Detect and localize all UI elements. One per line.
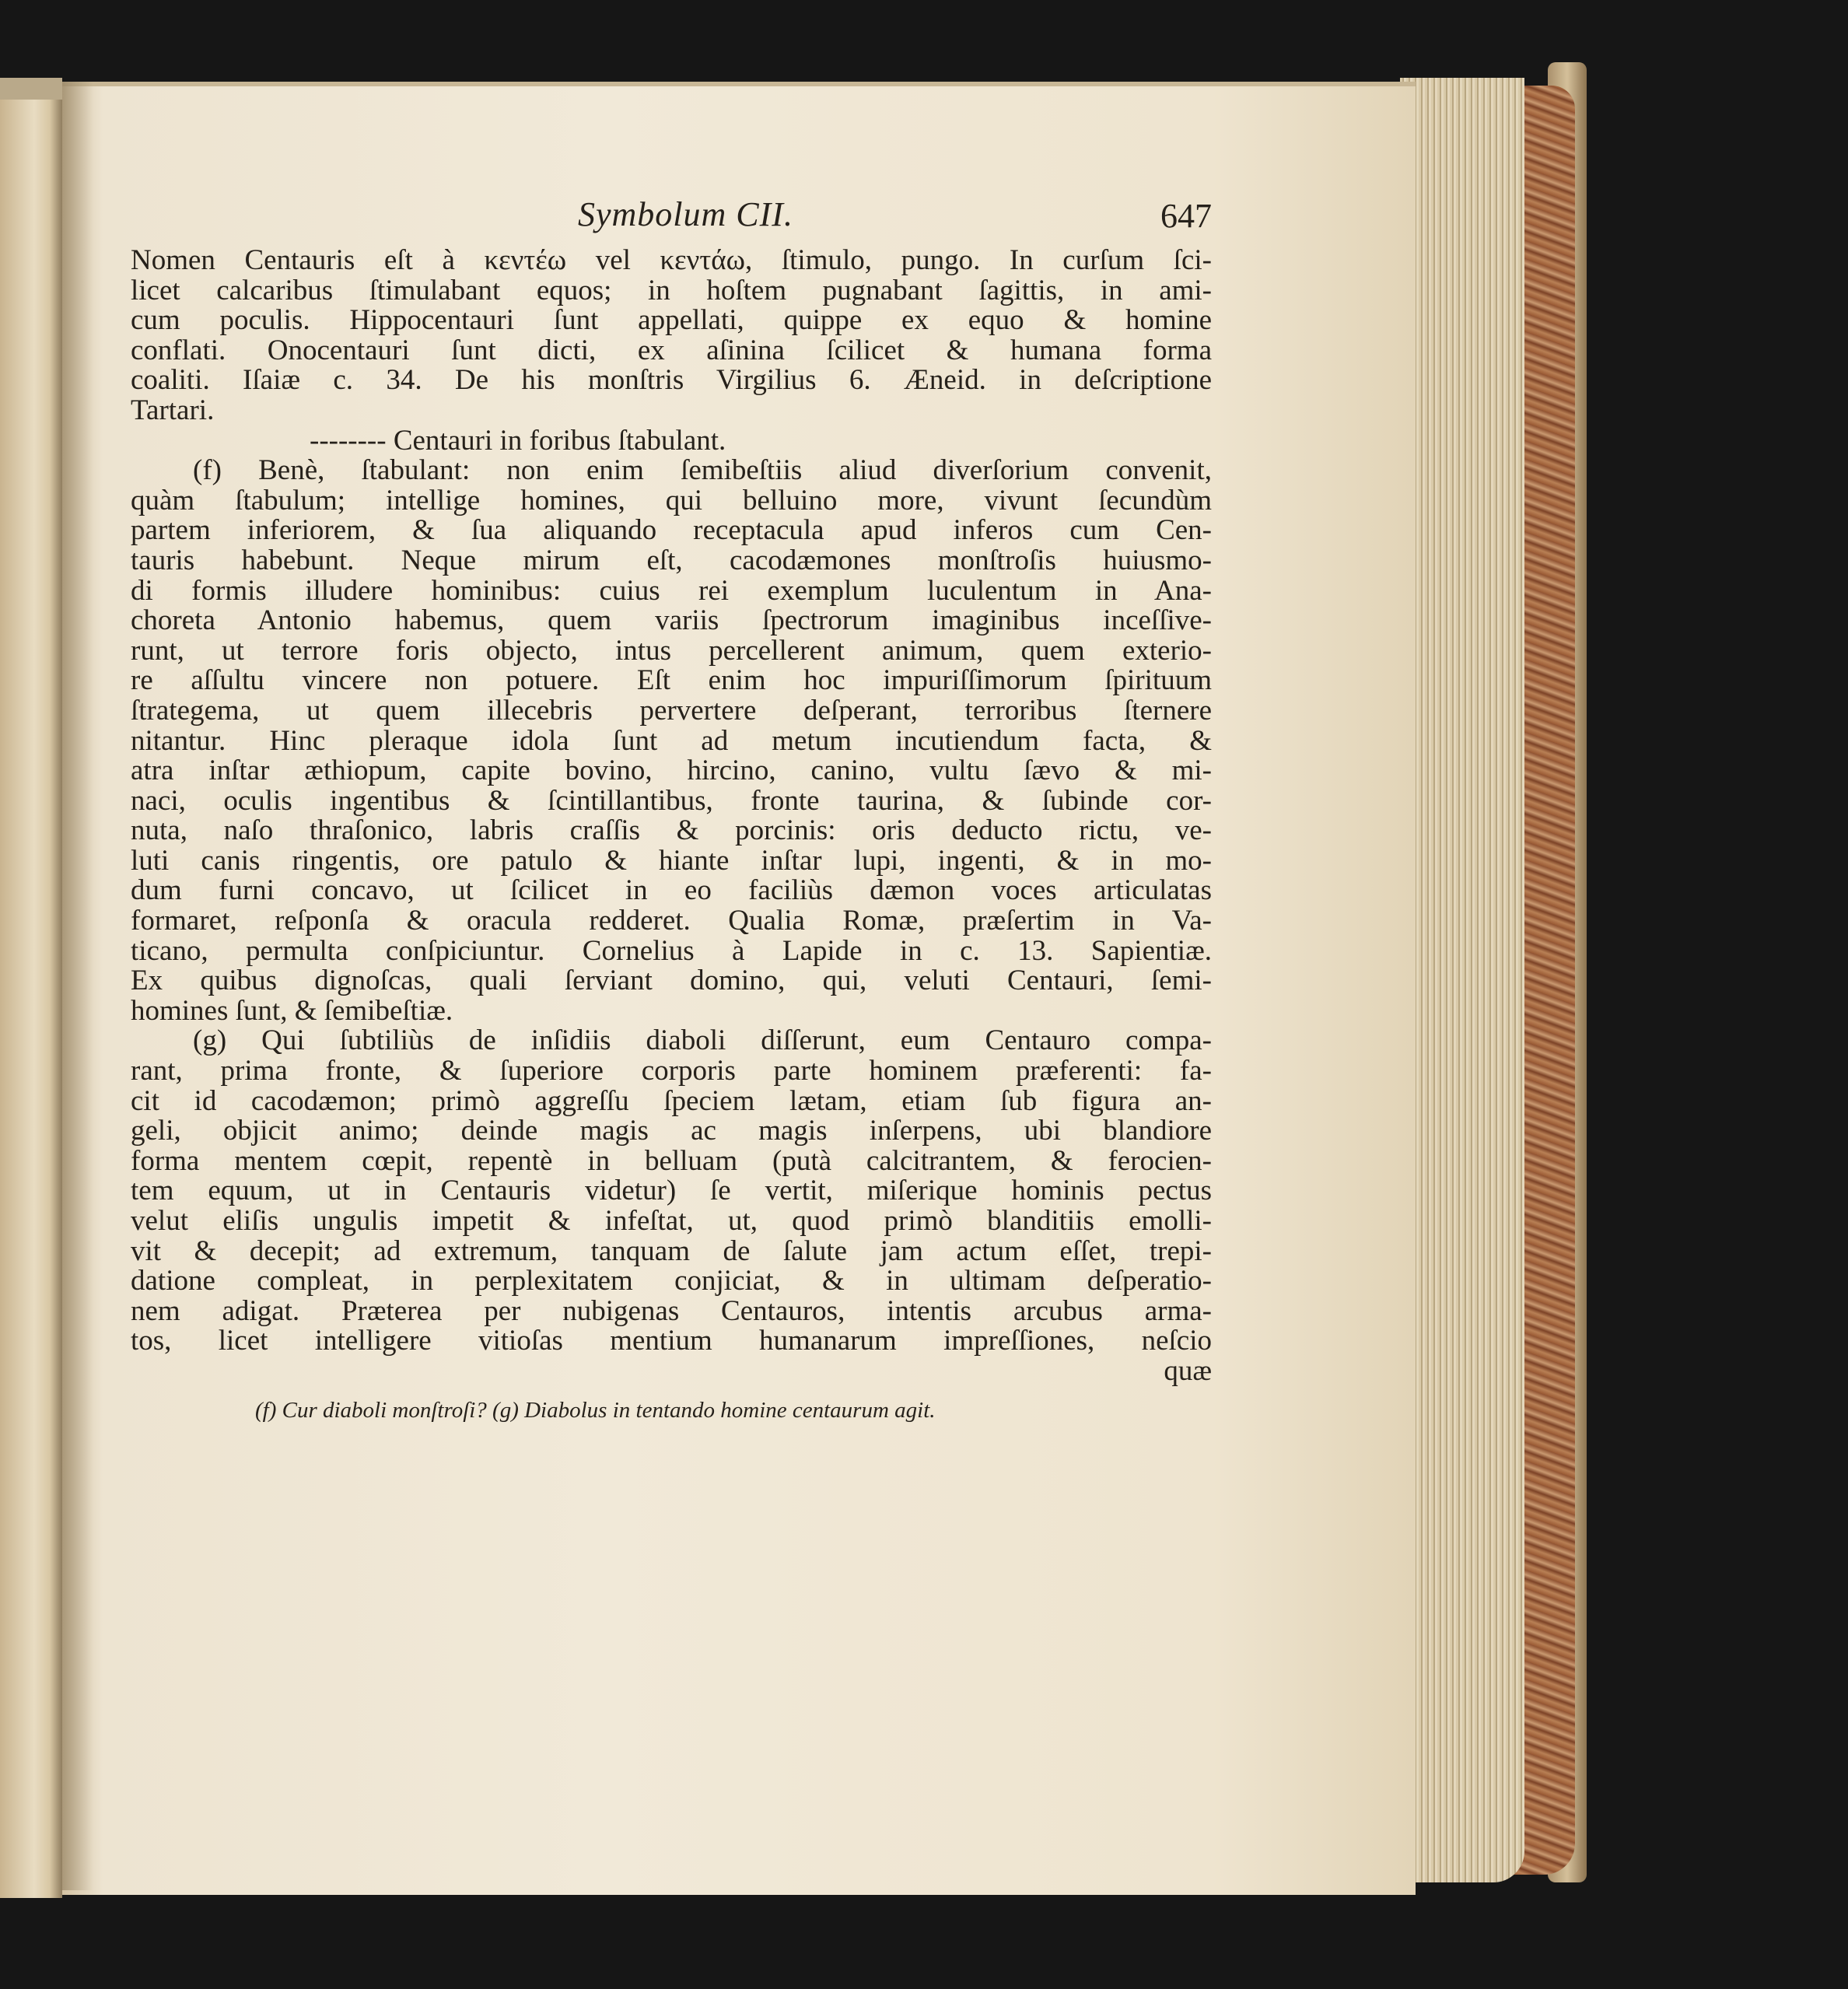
text-line: nitantur. Hinc pleraque idola ſunt ad metum incutiendum facta, & [131,724,1212,757]
text-line: naci, oculis ingentibus & ſcintillantibus, fronte taurina, & ſubinde cor- [131,784,1212,817]
text-line: conflati. Onocentauri ſunt dicti, ex aſinina ſcilicet & humana forma [131,334,1212,366]
text-line: velut eliſis ungulis impetit & infeſtat, ut, quod primò blanditiis emolli- [131,1205,1212,1237]
text-line: rant, prima fronte, & ſuperiore corporis parte hominem præferenti: fa- [131,1055,1212,1087]
text-line: forma mentem cœpit, repentè in belluam (putà calcitrantem, & ferocien- [131,1144,1212,1177]
text-block [131,194,1212,1424]
text-line: datione compleat, in perplexitatem conjiciat, & in ultimam deſperatio- [131,1265,1212,1297]
catchword: quæ [1164,1354,1212,1387]
gutter-shadow [62,82,93,1890]
text-line: coaliti. Iſaiæ c. 34. De his monſtris Virgilius 6. Æneid. in deſcriptione [131,364,1212,397]
text-line: tos, licet intelligere vitioſas mentium humanarum impreſſiones, neſcio [131,1325,1212,1357]
page-number: 647 [1160,197,1212,235]
text-line: runt, ut terrore foris objecto, intus percellerent animum, quem exterio- [131,634,1212,667]
text-line: quàm ſtabulum; intellige homines, qui belluino more, vivunt ſecundùm [131,484,1212,517]
text-line: nem adigat. Præterea per nubigenas Centauros, intentis arcubus arma- [131,1294,1212,1327]
text-line: formaret, reſponſa & oracula redderet. Qualia Romæ, præſertim in Va- [131,905,1212,937]
running-head [131,194,1212,241]
text-line: homines ſunt, & ſemibeſtiæ. [131,994,453,1027]
text-line: licet calcaribus ſtimulabant equos; in hoſtem pugnabant ſagittis, in ami- [131,274,1212,306]
text-line: choreta Antonio habemus, quem variis ſpectrorum imaginibus inceſſive- [131,604,1212,637]
page-fore-edge [1400,78,1524,1882]
text-line: nuta, naſo thraſonico, labris craſſis & porcinis: oris deducto rictu, ve- [131,814,1212,847]
text-line: (g) Qui ſubtiliùs de inſidiis diaboli diſſerunt, eum Centauro compa- [193,1024,1212,1057]
facing-page-top-edge [0,78,62,100]
text-line: (f) Benè, ſtabulant: non enim ſemibeſtiis aliud diverſorium convenit, [193,454,1212,487]
text-line: Nomen Centauris eſt à κεντέω vel κεντάω, ſtimulo, pungo. In curſum ſci- [131,244,1212,276]
text-line: ticano, permulta conſpiciuntur. Cornelius à Lapide in c. 13. Sapientiæ. [131,934,1212,967]
text-line: di formis illudere hominibus: cuius rei exemplum luculentum in Ana- [131,574,1212,607]
text-line: ſtrategema, ut quem illecebris pervertere deſperant, terroribus ſternere [131,694,1212,727]
text-line: tem equum, ut in Centauris videtur) ſe vertit, miſerique hominis pectus [131,1175,1212,1207]
text-line: luti canis ringentis, ore patulo & hiante inſtar lupi, ingenti, & in mo- [131,844,1212,877]
text-line: Ex quibus dignoſcas, quali ſerviant domino, qui, veluti Centauri, ſemi- [131,965,1212,997]
text-line: re aſſultu vincere non potuere. Eſt enim hoc impuriſſimorum ſpirituum [131,664,1212,697]
text-line: vit & decepit; ad extremum, tanquam de ſalute jam actum eſſet, trepi- [131,1234,1212,1267]
marginal-footnote: (f) Cur diaboli monſtroſi? (g) Diabolus in tentando homine centaurum agit. [255,1397,936,1423]
text-line: partem inferiorem, & ſua aliquando receptacula apud inferos cum Cen- [131,514,1212,547]
text-line: cit id cacodæmon; primò aggreſſu ſpeciem lætam, etiam ſub figura an- [131,1084,1212,1117]
facing-page-edge [0,78,62,1898]
text-line: Tartari. [131,394,215,426]
text-line: geli, objicit animo; deinde magis ac magis inſerpens, ubi blandiore [131,1115,1212,1147]
text-line: cum poculis. Hippocentauri ſunt appellati, quippe ex equo & homine [131,304,1212,337]
body-text [131,246,1212,1357]
running-title: Symbolum CII. [578,195,793,233]
text-line: atra inſtar æthiopum, capite bovino, hircino, canino, vultu ſævo & mi- [131,755,1212,787]
text-line: tauris habebunt. Neque mirum eſt, cacodæmones monſtroſis huiusmo- [131,544,1212,576]
text-line: -------- Centauri in foribus ſtabulant. [310,424,726,457]
text-line: dum furni concavo, ut ſcilicet in eo faciliùs dæmon voces articulatas [131,874,1212,907]
